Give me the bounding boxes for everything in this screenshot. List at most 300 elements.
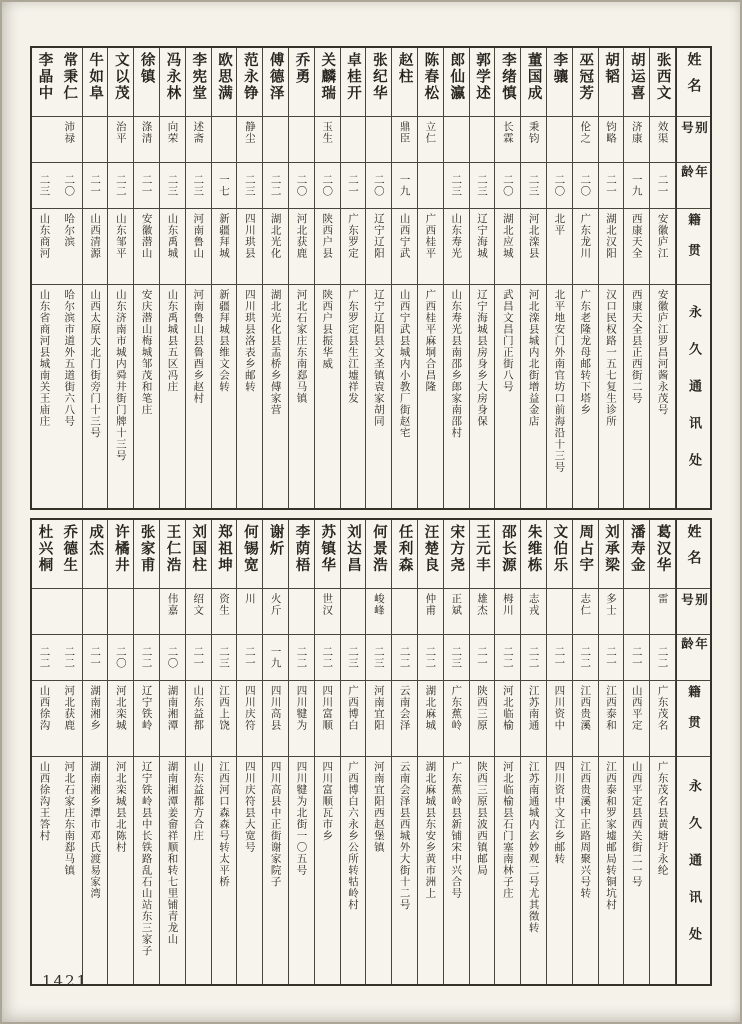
person-name-cell bbox=[32, 48, 57, 116]
person-alias-cell bbox=[521, 116, 546, 162]
person-native: 河北获鹿 bbox=[63, 685, 76, 731]
person-native-cell bbox=[212, 208, 237, 284]
person-address: 江苏南通城内玄妙观二号尤其徵转 bbox=[527, 761, 540, 934]
person-native-cell bbox=[521, 208, 546, 284]
header-label-age: 年龄 bbox=[679, 165, 709, 187]
person-native: 江苏南通 bbox=[527, 685, 540, 731]
person-address: 湖南湘乡潭市邓氏渡易家湾 bbox=[89, 761, 102, 899]
person-age-cell bbox=[470, 162, 495, 208]
person-alias: 雷 bbox=[656, 593, 669, 605]
person-alias-cell bbox=[650, 588, 675, 634]
person-native: 四川高县 bbox=[269, 685, 282, 731]
person-alias: 正斌 bbox=[450, 593, 463, 616]
person-native-cell bbox=[444, 208, 469, 284]
person-age-cell bbox=[212, 162, 237, 208]
person-age: 二一 bbox=[89, 174, 102, 197]
person-address: 广东老隆龙母邮转下塔乡 bbox=[579, 289, 592, 416]
person-name-cell bbox=[418, 520, 443, 588]
person-name: 许橘井 bbox=[112, 524, 129, 574]
person-name-cell bbox=[624, 48, 649, 116]
person-name-cell bbox=[573, 48, 598, 116]
person-name: 文以茂 bbox=[112, 52, 129, 102]
person-address-cell bbox=[160, 284, 185, 508]
person-native: 河南鲁山 bbox=[192, 213, 205, 259]
person-alias-cell bbox=[341, 116, 366, 162]
person-age-cell bbox=[134, 162, 159, 208]
person-column bbox=[186, 48, 212, 508]
person-age: 二一 bbox=[605, 174, 617, 197]
person-name: 文伯乐 bbox=[551, 524, 568, 574]
person-column bbox=[392, 48, 418, 508]
person-address-cell bbox=[341, 284, 366, 508]
person-age: 二二 bbox=[140, 646, 153, 669]
person-column bbox=[160, 520, 186, 984]
person-address-cell bbox=[418, 284, 443, 508]
person-column bbox=[547, 48, 573, 508]
person-address: 辽宁铁岭县中长铁路乱石山站东三家子 bbox=[140, 761, 153, 957]
person-age: 二三 bbox=[347, 646, 360, 669]
person-address-cell bbox=[134, 756, 159, 984]
person-age: 二三 bbox=[476, 174, 489, 197]
person-address-cell bbox=[32, 284, 57, 508]
person-age: 二一 bbox=[605, 646, 617, 669]
person-column bbox=[341, 520, 367, 984]
person-native: 广西博白 bbox=[347, 685, 360, 731]
person-column bbox=[392, 520, 418, 984]
person-address-cell bbox=[315, 756, 340, 984]
person-name-cell bbox=[547, 520, 572, 588]
person-native-cell bbox=[392, 208, 417, 284]
person-name-cell bbox=[160, 520, 185, 588]
person-alias-cell bbox=[624, 116, 649, 162]
person-alias: 鼎臣 bbox=[398, 121, 411, 144]
person-native-cell bbox=[289, 680, 314, 756]
person-name: 苏镇华 bbox=[319, 524, 336, 574]
person-alias-cell bbox=[83, 588, 108, 634]
person-address: 新疆拜城县维文会转 bbox=[218, 289, 231, 393]
person-alias: 多士 bbox=[605, 593, 617, 616]
person-age-cell bbox=[495, 634, 520, 680]
person-age-cell bbox=[108, 162, 133, 208]
person-age: 二〇 bbox=[372, 174, 385, 197]
person-name: 周占宇 bbox=[577, 524, 594, 574]
person-age: 二三 bbox=[38, 174, 51, 197]
person-alias-cell bbox=[599, 116, 624, 162]
person-age: 二三 bbox=[166, 174, 179, 197]
person-alias: 向荣 bbox=[166, 121, 179, 144]
person-address-cell bbox=[521, 284, 546, 508]
person-native-cell bbox=[237, 208, 262, 284]
person-column bbox=[521, 520, 547, 984]
person-name: 张家甫 bbox=[138, 524, 155, 574]
person-address-cell bbox=[263, 284, 288, 508]
person-native-cell bbox=[108, 208, 133, 284]
header-column bbox=[676, 48, 710, 508]
person-name: 成杰 bbox=[87, 524, 104, 557]
person-native: 江西贵溪 bbox=[579, 685, 592, 731]
header-cell-alias bbox=[677, 588, 710, 634]
person-name: 乔勇 bbox=[293, 52, 310, 85]
person-age-cell bbox=[624, 634, 649, 680]
person-native: 江西上饶 bbox=[218, 685, 231, 731]
person-native-cell bbox=[160, 208, 185, 284]
person-name-cell bbox=[212, 48, 237, 116]
person-native: 湖北应城 bbox=[501, 213, 514, 259]
person-address-cell bbox=[599, 756, 624, 984]
person-alias-cell bbox=[32, 588, 57, 634]
header-cell-native bbox=[677, 680, 710, 756]
person-native: 辽宁辽阳 bbox=[372, 213, 385, 259]
person-age-cell bbox=[134, 634, 159, 680]
person-age: 二三 bbox=[450, 174, 463, 197]
person-address: 山东省商河县城南关王庙庄 bbox=[38, 289, 51, 427]
person-alias: 治平 bbox=[114, 121, 127, 144]
person-alias-cell bbox=[599, 588, 624, 634]
person-name: 刘国柱 bbox=[190, 524, 207, 574]
person-address-cell bbox=[315, 284, 340, 508]
person-address: 河北临榆县石门塞南林子庄 bbox=[501, 761, 514, 899]
person-alias-cell bbox=[237, 588, 262, 634]
person-alias-cell bbox=[212, 588, 237, 634]
person-name-cell bbox=[263, 520, 288, 588]
person-address: 河北石家庄东南郄马镇 bbox=[295, 289, 308, 404]
person-address: 河南鲁山县鲁酉乡赵村 bbox=[192, 289, 205, 404]
person-native-cell bbox=[470, 680, 495, 756]
header-column bbox=[676, 520, 710, 984]
person-name-cell bbox=[547, 48, 572, 116]
person-name: 何锡宽 bbox=[241, 524, 258, 574]
person-name: 欧思满 bbox=[216, 52, 233, 102]
person-alias: 世汉 bbox=[321, 593, 334, 616]
person-native-cell bbox=[83, 208, 108, 284]
person-native: 哈尔滨 bbox=[63, 213, 76, 248]
person-native: 河北获鹿 bbox=[295, 213, 308, 259]
person-column bbox=[573, 520, 599, 984]
person-age: 二三 bbox=[450, 646, 463, 669]
person-alias-cell bbox=[521, 588, 546, 634]
person-native-cell bbox=[547, 680, 572, 756]
person-column bbox=[83, 48, 109, 508]
person-address: 安徽庐江罗昌河酱永茂号 bbox=[656, 289, 669, 416]
person-alias-cell bbox=[237, 116, 262, 162]
person-age-cell bbox=[315, 162, 340, 208]
header-label-name: 姓名 bbox=[685, 524, 702, 576]
person-age: 一七 bbox=[218, 174, 231, 197]
person-native-cell bbox=[186, 680, 211, 756]
person-alias: 绍文 bbox=[192, 593, 205, 616]
person-age-cell bbox=[263, 634, 288, 680]
person-native-cell bbox=[366, 208, 391, 284]
person-age: 二〇 bbox=[501, 174, 514, 197]
person-name-cell bbox=[444, 48, 469, 116]
person-native: 山东寿光 bbox=[450, 213, 463, 259]
person-native: 四川犍为 bbox=[295, 685, 308, 731]
person-column bbox=[573, 48, 599, 508]
person-age: 一九 bbox=[630, 174, 643, 197]
person-age-cell bbox=[108, 634, 133, 680]
person-column bbox=[237, 520, 263, 984]
person-name-cell bbox=[57, 48, 82, 116]
person-name: 张纪华 bbox=[370, 52, 387, 102]
header-label-alias: 别号 bbox=[679, 121, 709, 143]
person-alias-cell bbox=[57, 116, 82, 162]
person-address: 四川犍为北街一〇五号 bbox=[295, 761, 308, 876]
person-name-cell bbox=[341, 520, 366, 588]
person-address: 四川资中文江乡邮转 bbox=[553, 761, 566, 865]
person-alias-cell bbox=[315, 116, 340, 162]
header-label-name: 姓名 bbox=[685, 52, 702, 104]
person-address: 广西博白六永乡公所转牯岭村 bbox=[347, 761, 360, 911]
person-address: 西康天全县正西街二号 bbox=[630, 289, 643, 404]
person-age-cell bbox=[392, 634, 417, 680]
person-name-cell bbox=[366, 48, 391, 116]
person-age-cell bbox=[186, 162, 211, 208]
person-column bbox=[57, 520, 83, 984]
person-address: 山西平定县西关街二一号 bbox=[630, 761, 643, 888]
person-age: 二二 bbox=[579, 646, 592, 669]
person-alias-cell bbox=[470, 116, 495, 162]
person-address: 四川高县中正街谢家院子 bbox=[269, 761, 282, 888]
person-column bbox=[108, 520, 134, 984]
person-address-cell bbox=[624, 284, 649, 508]
person-native-cell bbox=[32, 680, 57, 756]
person-native: 四川珙县 bbox=[243, 213, 256, 259]
header-cell-native bbox=[677, 208, 710, 284]
person-age-cell bbox=[212, 634, 237, 680]
person-name-cell bbox=[392, 48, 417, 116]
person-age-cell bbox=[83, 634, 108, 680]
person-name: 朱维栋 bbox=[525, 524, 542, 574]
person-name-cell bbox=[521, 48, 546, 116]
person-alias: 玉生 bbox=[321, 121, 334, 144]
person-address-cell bbox=[289, 756, 314, 984]
person-age-cell bbox=[547, 634, 572, 680]
person-column bbox=[444, 48, 470, 508]
person-alias: 立仁 bbox=[424, 121, 437, 144]
person-native: 新疆拜城 bbox=[218, 213, 231, 259]
person-alias: 志戎 bbox=[527, 593, 540, 616]
person-age: 二二 bbox=[398, 646, 411, 669]
person-address: 广东茂名县黄塘圩永纶 bbox=[656, 761, 669, 876]
person-address: 辽宁海城县房身乡大房身保 bbox=[476, 289, 489, 427]
person-native: 四川资中 bbox=[553, 685, 566, 731]
header-cell-address bbox=[677, 756, 710, 984]
header-cell-alias bbox=[677, 116, 710, 162]
person-native: 广东龙川 bbox=[579, 213, 592, 259]
person-name: 郭学述 bbox=[474, 52, 491, 102]
person-age-cell bbox=[599, 162, 624, 208]
person-age: 二〇 bbox=[166, 646, 179, 669]
person-column bbox=[470, 520, 496, 984]
person-alias-cell bbox=[624, 588, 649, 634]
person-age-cell bbox=[57, 162, 82, 208]
person-alias-cell bbox=[573, 588, 598, 634]
person-age-cell bbox=[289, 162, 314, 208]
person-name-cell bbox=[599, 520, 624, 588]
person-name-cell bbox=[599, 48, 624, 116]
person-name-cell bbox=[57, 520, 82, 588]
person-column bbox=[599, 520, 625, 984]
header-label-native: 籍贯 bbox=[686, 213, 702, 274]
person-name: 郑祖坤 bbox=[216, 524, 233, 574]
header-label-alias: 别号 bbox=[679, 593, 709, 615]
person-name-cell bbox=[212, 520, 237, 588]
person-address-cell bbox=[495, 284, 520, 508]
person-alias-cell bbox=[108, 116, 133, 162]
person-address-cell bbox=[108, 756, 133, 984]
person-native-cell bbox=[315, 680, 340, 756]
page-number: 1421 bbox=[42, 972, 89, 990]
header-cell-age bbox=[677, 634, 710, 680]
person-address-cell bbox=[624, 756, 649, 984]
person-column bbox=[366, 48, 392, 508]
person-alias-cell bbox=[32, 116, 57, 162]
person-alias-cell bbox=[444, 588, 469, 634]
person-native: 河北滦县 bbox=[527, 213, 540, 259]
person-native: 辽宁铁岭 bbox=[140, 685, 153, 731]
person-name: 卓桂开 bbox=[345, 52, 362, 102]
person-alias-cell bbox=[108, 588, 133, 634]
person-native-cell bbox=[599, 208, 624, 284]
person-column bbox=[186, 520, 212, 984]
person-native: 山东益都 bbox=[192, 685, 205, 731]
person-age-cell bbox=[392, 162, 417, 208]
person-address-cell bbox=[470, 756, 495, 984]
person-address-cell bbox=[573, 284, 598, 508]
person-alias-cell bbox=[341, 588, 366, 634]
person-age-cell bbox=[599, 634, 624, 680]
person-native-cell bbox=[341, 208, 366, 284]
person-column bbox=[237, 48, 263, 508]
person-address: 云南会泽县西城外大街十二号 bbox=[398, 761, 411, 911]
person-name: 王元丰 bbox=[474, 524, 491, 574]
person-native-cell bbox=[418, 680, 443, 756]
person-address: 山东禹城县五区冯庄 bbox=[166, 289, 179, 393]
person-alias-cell bbox=[83, 116, 108, 162]
person-address-cell bbox=[521, 756, 546, 984]
person-alias: 静尘 bbox=[243, 121, 256, 144]
person-native-cell bbox=[57, 208, 82, 284]
person-name: 陈春松 bbox=[422, 52, 439, 102]
registry-table-top bbox=[30, 46, 712, 510]
person-native: 河南宜阳 bbox=[372, 685, 385, 731]
person-native: 辽宁海城 bbox=[476, 213, 489, 259]
person-name-cell bbox=[341, 48, 366, 116]
person-age: 二一 bbox=[140, 174, 153, 197]
person-address-cell bbox=[366, 284, 391, 508]
person-age: 一九 bbox=[269, 646, 282, 669]
person-address: 江西贵溪中正路周聚兴号转 bbox=[579, 761, 592, 899]
person-name-cell bbox=[444, 520, 469, 588]
person-native-cell bbox=[495, 208, 520, 284]
person-column bbox=[521, 48, 547, 508]
person-column bbox=[212, 48, 238, 508]
person-column bbox=[32, 48, 57, 508]
person-native: 湖南湘潭 bbox=[166, 685, 179, 731]
person-age: 二一 bbox=[656, 174, 669, 197]
person-age-cell bbox=[573, 634, 598, 680]
person-native-cell bbox=[289, 208, 314, 284]
person-alias-cell bbox=[57, 588, 82, 634]
person-native: 湖北麻城 bbox=[424, 685, 437, 731]
person-address: 广东罗定县生江墟祥发 bbox=[347, 289, 360, 404]
person-address-cell bbox=[57, 756, 82, 984]
person-name-cell bbox=[83, 520, 108, 588]
person-name: 李荫梧 bbox=[293, 524, 310, 574]
person-name-cell bbox=[470, 520, 495, 588]
person-column bbox=[624, 520, 650, 984]
person-column bbox=[108, 48, 134, 508]
person-column bbox=[495, 520, 521, 984]
person-native: 广西桂平 bbox=[424, 213, 437, 259]
person-age-cell bbox=[521, 634, 546, 680]
person-native-cell bbox=[547, 208, 572, 284]
person-address: 河北滦县城内北街增益金店 bbox=[527, 289, 540, 427]
person-age-cell bbox=[366, 162, 391, 208]
person-column bbox=[289, 48, 315, 508]
person-name: 李晶中 bbox=[36, 52, 53, 102]
person-age-cell bbox=[573, 162, 598, 208]
person-address: 湖北麻城县东安乡黄市洲上 bbox=[424, 761, 437, 899]
person-age-cell bbox=[470, 634, 495, 680]
person-native: 山西清源 bbox=[89, 213, 102, 259]
person-address: 河南宜阳西赵堡镇 bbox=[372, 761, 385, 853]
person-age: 二〇 bbox=[114, 646, 127, 669]
person-name: 常秉仁 bbox=[61, 52, 78, 102]
person-alias-cell bbox=[470, 588, 495, 634]
person-name: 赵柱 bbox=[396, 52, 413, 85]
person-native: 广东茂名 bbox=[656, 685, 669, 731]
person-native: 四川庆符 bbox=[243, 685, 256, 731]
person-age: 二二 bbox=[321, 646, 334, 669]
person-age-cell bbox=[650, 162, 675, 208]
person-age: 二一 bbox=[89, 646, 102, 669]
person-address-cell bbox=[418, 756, 443, 984]
person-name-cell bbox=[418, 48, 443, 116]
person-alias: 长霖 bbox=[501, 121, 514, 144]
person-address: 武昌文昌门正街八号 bbox=[501, 289, 514, 393]
person-age-cell bbox=[289, 634, 314, 680]
person-alias: 仲甫 bbox=[424, 593, 437, 616]
person-alias: 效渠 bbox=[656, 121, 669, 144]
person-alias-cell bbox=[134, 588, 159, 634]
person-name-cell bbox=[108, 48, 133, 116]
person-alias: 伟嘉 bbox=[166, 593, 179, 616]
person-age-cell bbox=[418, 634, 443, 680]
person-column bbox=[650, 48, 676, 508]
person-name-cell bbox=[315, 48, 340, 116]
person-address: 辽宁辽阳县文圣镇袁家胡同 bbox=[372, 289, 385, 427]
person-name: 汪楚良 bbox=[422, 524, 439, 574]
person-address: 山西徐沟王答村 bbox=[38, 761, 51, 842]
person-address-cell bbox=[237, 756, 262, 984]
person-name-cell bbox=[32, 520, 57, 588]
person-alias-cell bbox=[495, 588, 520, 634]
person-native-cell bbox=[57, 680, 82, 756]
person-age-cell bbox=[650, 634, 675, 680]
person-address-cell bbox=[444, 756, 469, 984]
person-age: 二二 bbox=[295, 646, 308, 669]
person-column bbox=[418, 520, 444, 984]
person-name: 冯永林 bbox=[164, 52, 181, 102]
person-address: 汉口民权路一五七复生诊所 bbox=[605, 289, 617, 427]
person-column bbox=[418, 48, 444, 508]
person-native: 四川富顺 bbox=[321, 685, 334, 731]
person-column bbox=[83, 520, 109, 984]
person-age: 二二 bbox=[63, 646, 76, 669]
person-age-cell bbox=[160, 634, 185, 680]
person-address-cell bbox=[470, 284, 495, 508]
